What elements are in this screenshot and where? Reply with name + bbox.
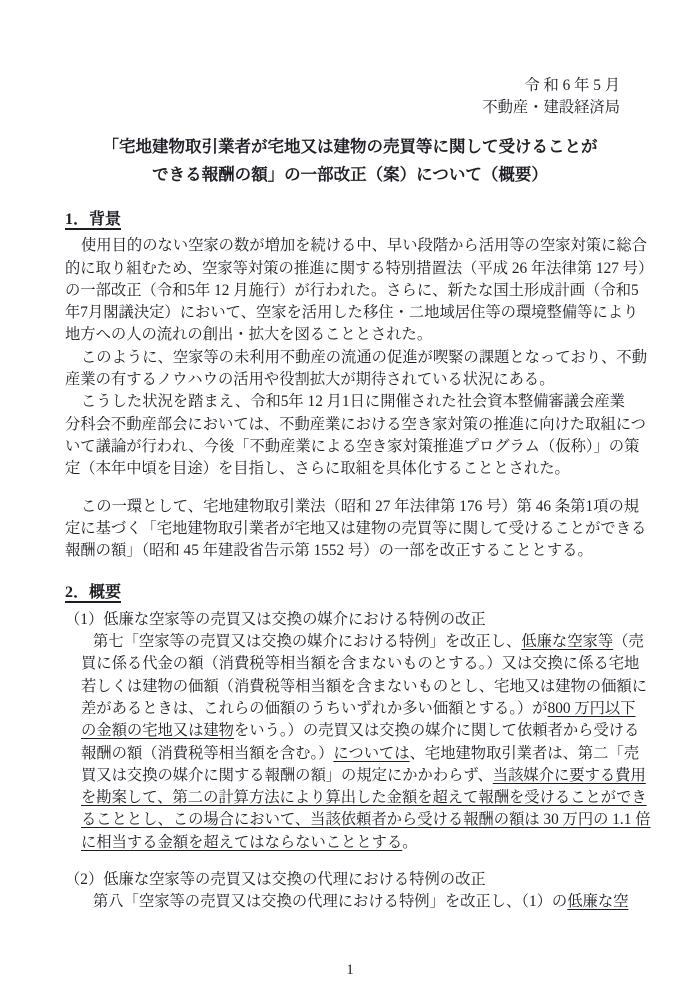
- text-segment: この一環として、宅地建物取引業法（昭和 27 年法律第 176 号）第 46 条第1項の規: [81, 497, 640, 515]
- text-segment: このように、空家等の未利用不動産の流通の促進が喫緊の課題となっており、不動: [81, 348, 647, 366]
- header-date: 令 和 6 年 5 月: [524, 77, 620, 94]
- document-title-line-1: 「宅地建物取引業者が宅地又は建物の売買等に関して受けることが: [102, 137, 598, 156]
- text-segment: の一部改正（令和5年 12 月施行）が行われた。さらに、新たな国土形成計画（令和5: [65, 281, 639, 299]
- text-line: [65, 743, 640, 765]
- text-line: [65, 391, 635, 413]
- text-segment: 分科会不動産部会においては、不動産業における空き家対策の推進に向けた取組につ: [65, 415, 646, 433]
- underlined-text-segment: 低廉な空: [567, 893, 629, 911]
- text-line: [65, 302, 639, 324]
- page-number: 1: [346, 961, 354, 978]
- text-line: [65, 414, 646, 436]
- text-line: [65, 540, 635, 562]
- text-line: [65, 280, 639, 302]
- text-line: [65, 765, 646, 787]
- underlined-text-segment: を勘案して、第二の計算方法により算出した金額を超えて報酬を受けることができ: [81, 789, 647, 807]
- section-2-item-2-text: [65, 869, 635, 914]
- text-line: [65, 698, 635, 720]
- underlined-text-segment: の金額の宅地又は建物: [81, 722, 234, 740]
- text-line: [65, 458, 635, 480]
- text-line: [65, 809, 651, 831]
- underlined-text-segment: 800 万円以下: [547, 699, 636, 717]
- underlined-text-segment: 当該媒介に要する費用: [492, 766, 646, 784]
- text-segment: 定に基づく「宅地建物取引業者が宅地又は建物の売買等に関して受けることができる: [65, 519, 647, 537]
- text-line: [65, 436, 640, 458]
- text-segment: （2）低廉な空家等の売買又は交換の代理における特例の改正: [65, 871, 486, 889]
- text-line: [65, 720, 640, 742]
- text-line: [65, 496, 640, 518]
- text-segment: 第八「空家等の売買又は交換の代理における特例」を改正し、（1）の: [93, 893, 568, 911]
- text-segment: 、宅地建物取引業者は、第二「売: [409, 744, 640, 762]
- header-department: 不動産・建設経済局: [482, 99, 620, 116]
- text-segment: 年7月閣議決定）において、空家を活用した移住・二地域居住等の環境整備等により: [65, 304, 639, 322]
- text-line: [65, 324, 635, 346]
- text-segment: こうした状況を踏まえ、令和5年 12 月1日に開催された社会資本整備審議会産業: [81, 393, 625, 411]
- text-segment: 的に取り組むため、空家等対策の推進に関する特別措置法（平成 26 年法律第 127 号）: [65, 259, 654, 277]
- text-segment: 買又は交換の媒介に関する報酬の額」の規定にかかわらず、: [81, 766, 493, 784]
- text-segment: 第七「空家等の売買又は交換の媒介における特例」を改正し、: [93, 633, 522, 651]
- text-line: [65, 653, 640, 675]
- text-line: [65, 869, 635, 891]
- underlined-text-segment: 低廉な空家等: [521, 633, 614, 651]
- text-line: [65, 832, 635, 854]
- underlined-text-segment: ることとし、この場合において、当該依頼者から受ける報酬の額は 30 万円の 1.1 倍: [81, 811, 651, 829]
- text-line: [65, 676, 647, 698]
- text-segment: をいう。）の売買又は交換の媒介に関して依頼者から受ける: [233, 722, 640, 740]
- document-body: [65, 209, 654, 914]
- text-segment: 差があるときは、これらの価額のうちいずれか多い価額とする。）が: [81, 699, 548, 717]
- underlined-text-segment: については: [333, 744, 410, 762]
- section-1-background-text: [65, 235, 654, 480]
- section-1-heading: [65, 209, 635, 231]
- text-line: [65, 891, 635, 913]
- paragraph-spacer: [65, 854, 635, 869]
- section-2-heading-label: 2．概要: [65, 584, 122, 602]
- document-title-line-2: できる報酬の額」の一部改正（案）について（概要）: [152, 165, 548, 184]
- text-segment: 報酬の額」（昭和 45 年建設省告示第 1552 号）の一部を改正することとする。: [65, 542, 593, 560]
- text-segment: 若しくは建物の価額（消費税等相当額を含まないものとし、宅地又は建物の価額に: [81, 677, 647, 695]
- paragraph-spacer: [65, 481, 635, 496]
- text-line: [65, 235, 647, 257]
- text-segment: （売: [613, 633, 644, 651]
- text-line: [65, 609, 635, 631]
- text-segment: 地方への人の流れの創出・拡大を図ることとされた。: [65, 326, 433, 344]
- underlined-text-segment: に相当する金額を超えてはならないこととする: [81, 833, 403, 851]
- text-line: [65, 258, 654, 280]
- text-segment: 買に係る代金の額（消費税等相当額を含まないものとする。）又は交換に係る宅地: [81, 655, 640, 673]
- text-segment: 使用目的のない空家の数が増加を続ける中、早い段階から活用等の空家対策に総合: [81, 237, 647, 255]
- section-1-purpose-text: [65, 496, 647, 563]
- text-line: [65, 631, 644, 653]
- text-line: [65, 787, 647, 809]
- text-line: [65, 518, 647, 540]
- text-line: [65, 347, 647, 369]
- section-2-heading: [65, 582, 635, 604]
- text-segment: 定（本年中頃を目途）を目指し、さらに取組を具体化することとされた。: [65, 460, 570, 478]
- text-segment: いて議論が行われ、今後「不動産業による空き家対策推進プログラム（仮称）」の策: [65, 437, 640, 455]
- text-segment: 報酬の額（消費税等相当額を含む。）: [81, 744, 334, 762]
- section-2-item-1-text: [65, 609, 651, 854]
- text-segment: （1）低廉な空家等の売買又は交換の媒介における特例の改正: [65, 610, 486, 628]
- text-segment: 産業の有するノウハウの活用や役割拡大が期待されている状況にある。: [65, 371, 555, 389]
- document-title: [65, 133, 635, 189]
- section-1-heading-label: 1．背景: [65, 211, 122, 228]
- text-line: [65, 369, 635, 391]
- text-segment: 。: [402, 833, 418, 851]
